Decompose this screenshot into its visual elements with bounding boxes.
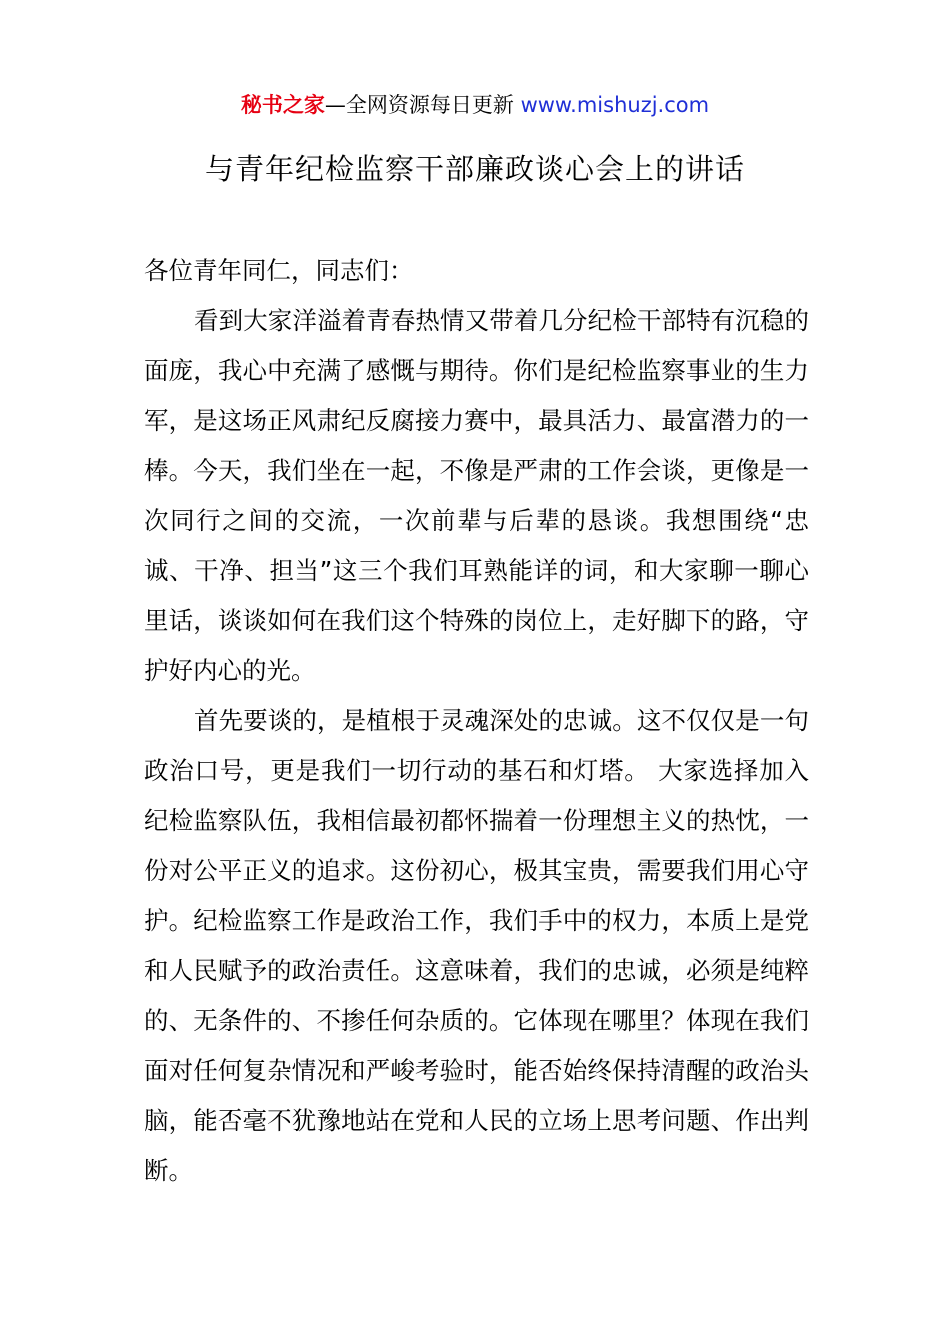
paragraph-1: 看到大家洋溢着青春热情又带着几分纪检干部特有沉稳的面庞，我心中充满了感慨与期待。你们是纪检监察事业的生力军，是这场正风肃纪反腐接力赛中，最具活力、最富潜力的一棒。今天，我们坐在一起，不像是严肃的工作会谈，更像是一次同行之间的交流，一次前辈与后辈的恳谈。我想围绕“忠诚、干净、担当”这三个我们耳熟能详的词，和大家聊一聊心里话，谈谈如何在我们这个特殊的岗位上，走好脚下的路，守护好内心的光。 <box>144 306 809 685</box>
site-header <box>0 88 950 122</box>
document-title: 与青年纪检监察干部廉政谈心会上的讲话 <box>204 152 745 186</box>
document-body <box>144 246 809 1196</box>
site-url-link[interactable]: www.mishuzj.com <box>520 93 710 117</box>
header-tagline: —全网资源每日更新 <box>324 93 521 117</box>
salutation: 各位青年同仁，同志们： <box>144 256 414 285</box>
brand-name: 秘书之家 <box>240 93 325 117</box>
paragraph-2: 首先要谈的，是植根于灵魂深处的忠诚。这不仅仅是一句政治口号，更是我们一切行动的基石和灯塔。 大家选择加入纪检监察队伍，我相信最初都怀揣着一份理想主义的热忱，一份对公平正义的追求。这份初心，极其宝贵，需要我们用心守护。纪检监察工作是政治工作，我们手中的权力，本质上是党和人民赋予的政治责任。这意味着，我们的忠诚，必须是纯粹的、无条件的、不掺任何杂质的。它体现在哪里？体现在我们面对任何复杂情况和严峻考验时，能否始终保持清醒的政治头脑，能否毫不犹豫地站在党和人民的立场上思考问题、作出判断。 <box>144 706 809 1185</box>
